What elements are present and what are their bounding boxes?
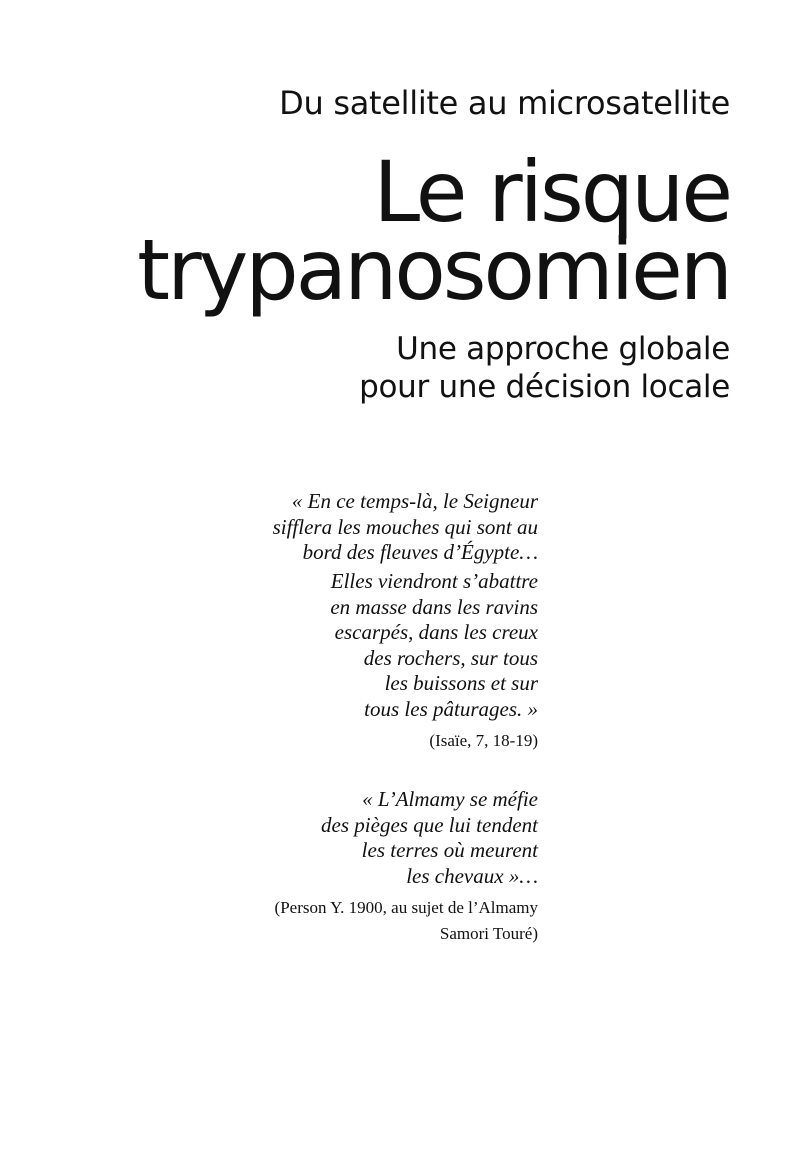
epigraph-1-stanza-2 xyxy=(330,569,538,722)
epigraph-line: des rochers, sur tous xyxy=(363,645,538,670)
epigraph-source: (Isaïe, 7, 18-19) xyxy=(429,731,538,750)
epigraph-line: en masse dans les ravins xyxy=(330,594,538,619)
epigraph-line: les chevaux »… xyxy=(406,863,538,888)
epigraph-source: (Person Y. 1900, au sujet de l’Almamy xyxy=(274,898,538,917)
epigraph-2 xyxy=(321,787,538,889)
subtitle-line-1: Une approche globale xyxy=(396,331,730,367)
series-kicker: Du satellite au microsatellite xyxy=(279,84,730,122)
epigraph-line: Elles viendront s’abattre xyxy=(330,569,538,593)
epigraph-line: « En ce temps-là, le Seigneur xyxy=(291,489,538,513)
epigraph-line: escarpés, dans les creux xyxy=(334,620,538,644)
epigraph-line: bord des fleuves d’Égypte… xyxy=(302,540,538,564)
subtitle-line-2: pour une décision locale xyxy=(359,369,730,405)
page-title-line-1: Le risque xyxy=(373,143,730,241)
epigraph-line: des pièges que lui tendent xyxy=(321,812,538,837)
epigraph-1-stanza-1 xyxy=(273,489,538,566)
epigraph-2-source xyxy=(275,895,538,947)
epigraph-line: les terres où meurent xyxy=(361,838,538,862)
epigraph-line: les buissons et sur xyxy=(384,671,538,695)
epigraph-source: Samori Touré) xyxy=(439,924,538,943)
epigraph-1-source xyxy=(429,730,538,752)
epigraph-line: « L’Almamy se méfie xyxy=(362,787,538,811)
epigraph-line: sifflera les mouches qui sont au xyxy=(272,514,538,539)
epigraph-line: tous les pâturages. » xyxy=(364,696,538,721)
page-title-line-2: trypanosomien xyxy=(137,221,730,319)
